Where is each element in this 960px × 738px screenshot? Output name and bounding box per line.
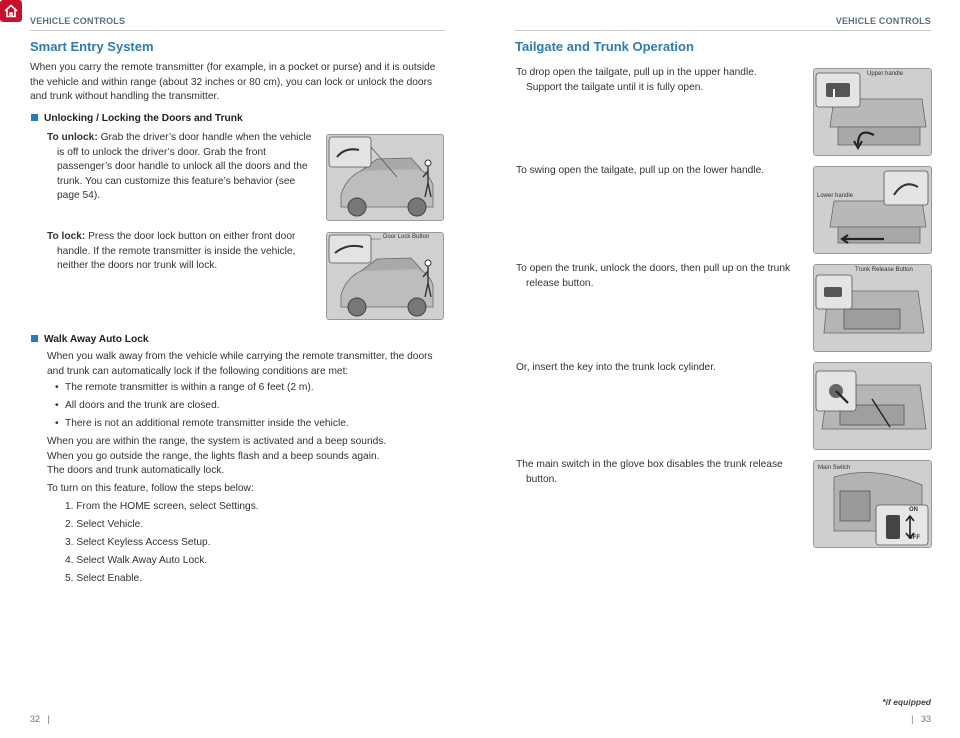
upper-handle-callout: Upper handle: [867, 71, 904, 77]
condition-item: • The remote transmitter is within a range of 6 feet (2 m).: [47, 381, 439, 396]
smart-entry-title: Smart Entry System: [30, 39, 154, 54]
home-icon: [3, 3, 19, 19]
unlocking-heading: Unlocking / Locking the Doors and Trunk: [31, 113, 243, 124]
step-item: 2. Select Vehicle.: [65, 519, 144, 530]
smart-entry-intro: When you carry the remote transmitter (for example, in a pocket or purse) and it is outside the vehicle and within range (about 32 inches or 80 cm), you can lock or unlock the doors and trunk without handling the transmitter.: [30, 62, 436, 102]
tailgate-drop-illustration: [814, 69, 931, 155]
if-equipped-footnote: *if equipped: [882, 697, 931, 707]
range-description: When you are within the range, the system is activated and a beep sounds. When you go outside the range, the lights flash and a beep sounds again. The doors and trunk automatically lock.: [47, 436, 387, 476]
door-lock-button-illustration: [327, 233, 443, 319]
trunk-lock-cylinder-illustration: [814, 363, 931, 449]
condition-item: • All doors and the trunk are closed.: [47, 399, 439, 414]
lock-illustration: [326, 232, 444, 320]
square-bullet-icon: [31, 114, 38, 121]
trunk-release-illustration: [813, 264, 932, 352]
unlock-paragraph: To unlock: Grab the driver’s door handle when the vehicle is off to unlock the driver’s door. Grab the front passenger’s door handle to unlock all the doors and the trunk. You can customize this feature’s behavior (see page 54).: [47, 132, 312, 201]
main-switch-illustration: [813, 460, 932, 548]
tailgate-drop-text: To drop open the tailgate, pull up in the upper handle. Support the tailgate until it is fully open.: [516, 67, 757, 93]
step-item: 1. From the HOME screen, select Settings.: [65, 501, 259, 512]
switch-on-label: ON: [909, 507, 918, 513]
main-switch-text: The main switch in the glove box disables the trunk release button.: [516, 459, 783, 485]
step-item: 4. Select Walk Away Auto Lock.: [65, 555, 208, 566]
lower-handle-illustration: [813, 166, 932, 254]
condition-item: • There is not an additional remote transmitter inside the vehicle.: [47, 417, 439, 432]
door-lock-button-callout: Door Lock Button: [383, 234, 430, 240]
lock-paragraph: To lock: Press the door lock button on either front door handle. If the remote transmitter is inside the vehicle, neither the doors nor trunk will lock.: [47, 231, 296, 271]
steps-list: [47, 500, 439, 590]
page-number-left: 32 |: [30, 714, 50, 724]
main-switch-callout: Main Switch: [818, 465, 851, 471]
trunk-key-text: Or, insert the key into the trunk lock cylinder.: [516, 362, 716, 373]
square-bullet-icon: [31, 335, 38, 342]
upper-handle-illustration: [813, 68, 932, 156]
page-number-right: | 33: [911, 714, 931, 724]
header-rule-left: [30, 30, 445, 31]
walkaway-heading: Walk Away Auto Lock: [31, 334, 149, 345]
lower-handle-callout: Lower handle: [817, 193, 854, 199]
tailgate-swing-illustration: [814, 167, 931, 253]
home-button[interactable]: [0, 0, 22, 22]
step-item: 5. Select Enable.: [65, 573, 143, 584]
running-head-right: VEHICLE CONTROLS: [835, 16, 931, 26]
walkaway-intro: When you walk away from the vehicle while carrying the remote transmitter, the doors and trunk can automatically lock if the following conditions are met:: [47, 351, 433, 377]
steps-intro: To turn on this feature, follow the steps below:: [47, 483, 254, 494]
tailgate-title: Tailgate and Trunk Operation: [515, 39, 694, 54]
walkaway-conditions: [47, 381, 439, 435]
running-head-left: VEHICLE CONTROLS: [30, 16, 126, 26]
key-cylinder-illustration: [813, 362, 932, 450]
car-door-handle-illustration: [327, 135, 443, 220]
trunk-release-callout: Trunk Release Button: [855, 267, 913, 273]
header-rule-right: [515, 30, 931, 31]
tailgate-swing-text: To swing open the tailgate, pull up on the lower handle.: [516, 165, 765, 176]
unlock-illustration: [326, 134, 444, 221]
switch-off-label: OFF: [908, 535, 920, 541]
trunk-open-text: To open the trunk, unlock the doors, then pull up on the trunk release button.: [516, 263, 791, 289]
step-item: 3. Select Keyless Access Setup.: [65, 537, 211, 548]
trunk-release-button-illustration: [814, 265, 931, 351]
